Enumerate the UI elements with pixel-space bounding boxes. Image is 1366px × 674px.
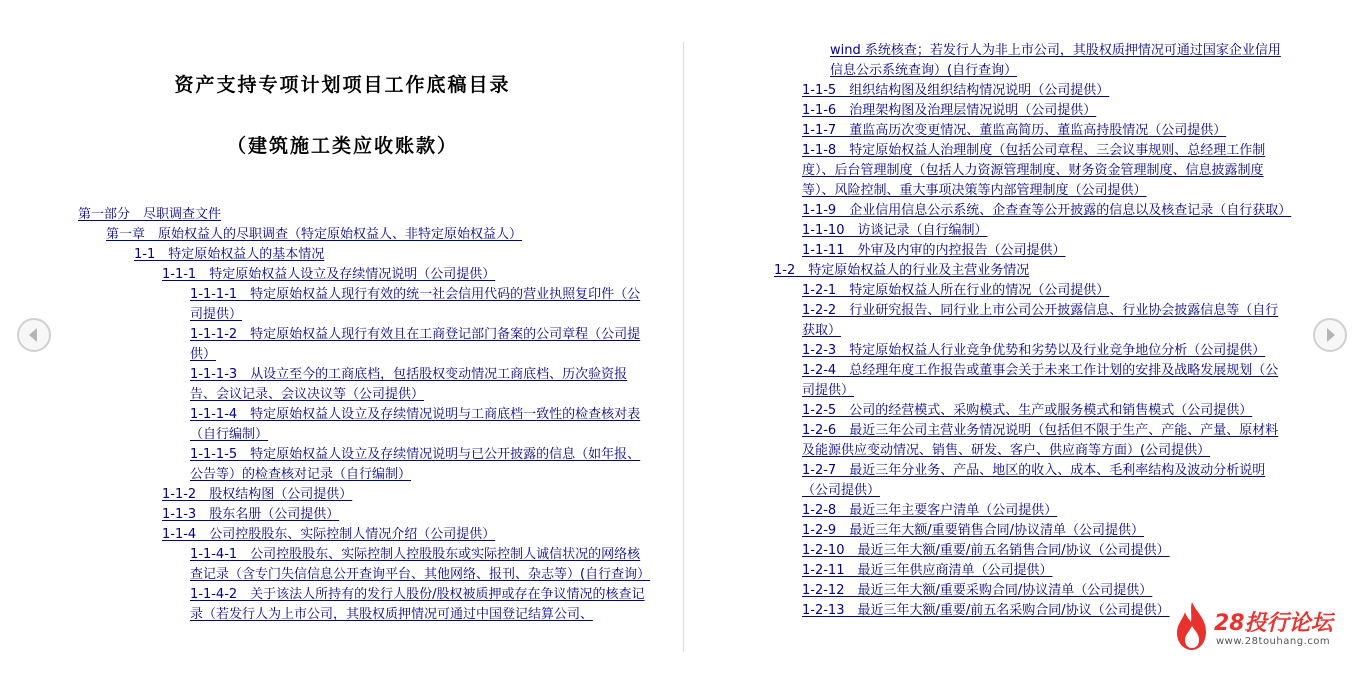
toc-entry[interactable]: 1-1-1-5 特定原始权益人设立及存续情况说明与已公开披露的信息（如年报、公告等）的检查核对记录（自行编制） bbox=[190, 447, 641, 482]
toc-entry[interactable]: 1-1-4-1 公司控股股东、实际控制人控股股东或实际控制人诚信状况的网络核查记录（含专门失信信息公开查询平台、其他网络、报刊、杂志等）(自行查询） bbox=[190, 547, 651, 582]
toc-entry[interactable]: 1-1-1-3 从设立至今的工商底档，包括股权变动情况工商底档、历次验资报告、会议记录、会议决议等（公司提供） bbox=[190, 367, 628, 402]
toc-entry[interactable]: 1-1-9 企业信用信息公示系统、企查查等公开披露的信息以及核查记录（自行获取） bbox=[802, 203, 1292, 218]
toc-entry[interactable]: 1-2 特定原始权益人的行业及主营业务情况 bbox=[774, 263, 1030, 278]
toc-entry[interactable]: 1-1-5 组织结构图及组织结构情况说明（公司提供） bbox=[802, 83, 1110, 98]
toc-entry[interactable]: 1-2-7 最近三年分业务、产品、地区的收入、成本、毛利率结构及波动分析说明（公司提供） bbox=[802, 463, 1266, 498]
toc-entry[interactable]: 1-1-7 董监高历次变更情况、董监高简历、董监高持股情况（公司提供） bbox=[802, 123, 1227, 138]
page-divider bbox=[683, 42, 684, 652]
toc-entry[interactable]: 1-1-1-1 特定原始权益人现行有效的统一社会信用代码的营业执照复印件（公司提供） bbox=[190, 287, 641, 322]
flame-icon bbox=[1172, 600, 1212, 652]
chevron-right-icon bbox=[1315, 320, 1345, 350]
left-document-page bbox=[70, 0, 660, 674]
toc-entry[interactable]: 1-2-11 最近三年供应商清单（公司提供） bbox=[802, 563, 1053, 578]
next-page-button[interactable] bbox=[1313, 318, 1347, 352]
toc-entry[interactable]: 1-2-12 最近三年大额/重要采购合同/协议清单（公司提供） bbox=[802, 583, 1153, 598]
toc-entry[interactable]: 1-2-13 最近三年大额/重要/前五名采购合同/协议（公司提供） bbox=[802, 603, 1170, 618]
toc-entry[interactable]: 1-1-3 股东名册（公司提供） bbox=[162, 507, 340, 522]
toc-entry[interactable]: 1-2-4 总经理年度工作报告或董事会关于未来工作计划的安排及战略发展规划（公司提供） bbox=[802, 363, 1279, 398]
toc-entry[interactable]: 第一部分 尽职调查文件 bbox=[78, 207, 222, 222]
toc-entry[interactable]: wind 系统核查；若发行人为非上市公司，其股权质押情况可通过国家企业信用信息公示系统查询）(自行查询） bbox=[830, 43, 1281, 78]
site-watermark bbox=[1172, 598, 1342, 654]
toc-entry[interactable]: 1-1-10 访谈记录（自行编制） bbox=[802, 223, 988, 238]
document-title: 资产支持专项计划项目工作底稿目录 bbox=[174, 74, 511, 96]
toc-entry[interactable]: 1-1-1 特定原始权益人设立及存续情况说明（公司提供） bbox=[162, 267, 496, 282]
toc-entry[interactable]: 1-1 特定原始权益人的基本情况 bbox=[134, 247, 325, 262]
toc-entry[interactable]: 1-1-4 公司控股股东、实际控制人情况介绍（公司提供） bbox=[162, 527, 496, 542]
toc-entry[interactable]: 1-2-10 最近三年大额/重要/前五名销售合同/协议（公司提供） bbox=[802, 543, 1170, 558]
watermark-text: 28投行论坛 bbox=[1214, 611, 1333, 636]
toc-entry[interactable]: 1-1-1-2 特定原始权益人现行有效且在工商登记部门备案的公司章程（公司提供） bbox=[190, 327, 641, 362]
toc-entry[interactable]: 1-2-8 最近三年主要客户清单（公司提供） bbox=[802, 503, 1058, 518]
right-document-page bbox=[770, 0, 1295, 674]
toc-entry[interactable]: 1-1-11 外审及内审的内控报告（公司提供） bbox=[802, 243, 1066, 258]
chevron-left-icon bbox=[19, 320, 49, 350]
watermark-url: www.28touhang.com bbox=[1216, 636, 1331, 647]
toc-entry[interactable]: 1-1-8 特定原始权益人治理制度（包括公司章程、三会议事规则、总经理工作制度）、后台管理制度（包括人力资源管理制度、财务资金管理制度、信息披露制度等）、风险控制、重大事项决策等内部管理制度（公司提供） bbox=[802, 143, 1266, 198]
toc-entry[interactable]: 1-1-4-2 关于该法人所持有的发行人股份/股权被质押或存在争议情况的核查记录（若发行人为上市公司，其股权质押情况可通过中国登记结算公司、 bbox=[190, 587, 645, 622]
document-subtitle: （建筑施工类应收账款） bbox=[226, 135, 458, 157]
toc-entry[interactable]: 1-2-5 公司的经营模式、采购模式、生产或服务模式和销售模式（公司提供） bbox=[802, 403, 1253, 418]
toc-entry[interactable]: 1-1-6 治理架构图及治理层情况说明（公司提供） bbox=[802, 103, 1097, 118]
toc-entry[interactable]: 1-2-2 行业研究报告、同行业上市公司公开披露信息、行业协会披露信息等（自行获取） bbox=[802, 303, 1279, 338]
toc-entry[interactable]: 1-2-9 最近三年大额/重要销售合同/协议清单（公司提供） bbox=[802, 523, 1144, 538]
toc-entry[interactable]: 1-2-3 特定原始权益人行业竞争优势和劣势以及行业竞争地位分析（公司提供） bbox=[802, 343, 1266, 358]
prev-page-button[interactable] bbox=[17, 318, 51, 352]
right-table-of-contents bbox=[770, 41, 1295, 621]
toc-entry[interactable]: 1-2-1 特定原始权益人所在行业的情况（公司提供） bbox=[802, 283, 1110, 298]
toc-entry[interactable]: 1-1-2 股权结构图（公司提供） bbox=[162, 487, 353, 502]
left-table-of-contents bbox=[70, 205, 660, 625]
toc-entry[interactable]: 第一章 原始权益人的尽职调查（特定原始权益人、非特定原始权益人） bbox=[106, 227, 523, 242]
toc-entry[interactable]: 1-1-1-4 特定原始权益人设立及存续情况说明与工商底档一致性的检查核对表（自行编制） bbox=[190, 407, 641, 442]
toc-entry[interactable]: 1-2-6 最近三年公司主营业务情况说明（包括但不限于生产、产能、产量、原材料及能源供应变动情况、销售、研发、客户、供应商等方面）(公司提供） bbox=[802, 423, 1279, 458]
